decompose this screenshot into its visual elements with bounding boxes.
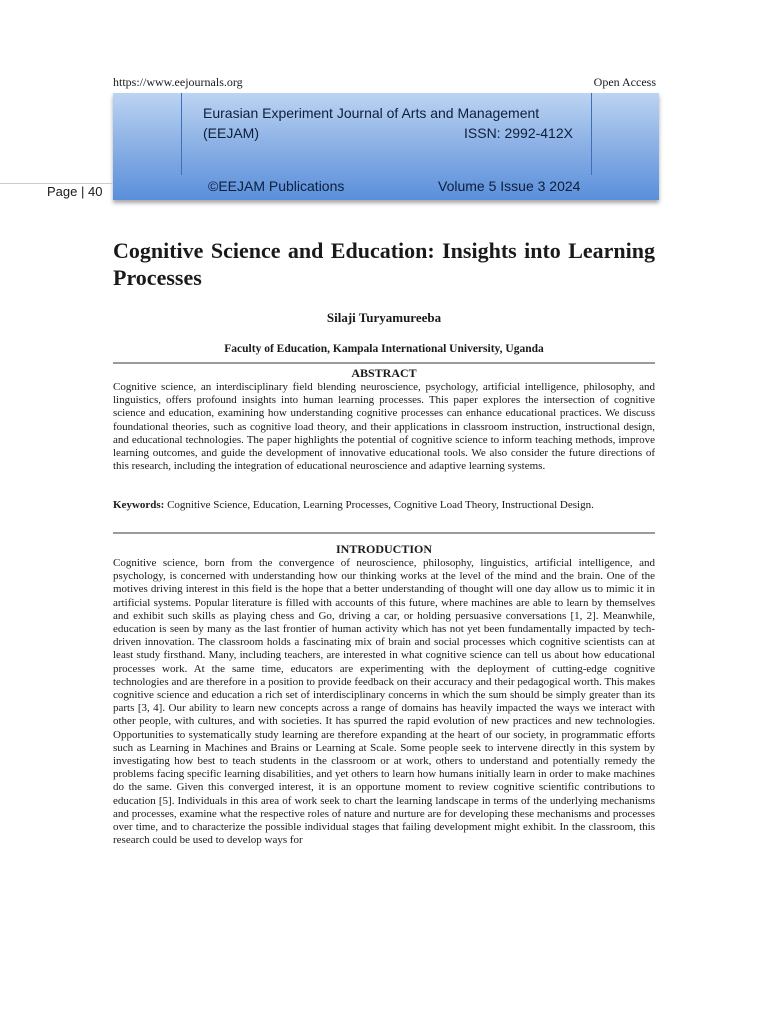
page-number: Page | 40 xyxy=(47,184,103,199)
publisher-label: ©EEJAM Publications xyxy=(208,178,345,194)
abstract-text: Cognitive science, an interdisciplinary field blending neuroscience, psychology, artificial intelligence, philosophy, and linguistics, offers profound insights into human learning processes. This paper explores the intersection of cognitive science and education, examining how understanding cognitive processes can enhance educational practices. We discuss foundational theories, such as cognitive load theory, and their applications in classroom instruction, instructional design, and educational technologies. The paper highlights the potential of cognitive science to inform teaching methods, improve learning outcomes, and guide the development of innovative educational tools. We also consider the future directions of this research, including the integration of educational neuroscience and adaptive learning systems. xyxy=(113,381,655,473)
author-name: Silaji Turyamureeba xyxy=(326,310,442,325)
introduction-text: Cognitive science, born from the convergence of neuroscience, philosophy, linguistics, artificial intelligence, and psychology, is concerned with understanding how our thinking works at the level of the mind and the brain. One of the motives driving interest in this field is the hope that a better understanding of thought will one day allow us to mimic it in artificial systems. Popular literature is filled with accounts of this future, where machines are able to learn by themselves and exhibit such skills as playing chess and Go, driving a car, or holding persuasive conversations [1, 2]. Meanwhile, education is seen by many as the last frontier of human activity which has not yet been fundamentally impacted by tech-driven innovation. The classroom holds a fascinating mix of brain and social processes which cognitive scientists can at least study firsthand. Many, including teachers, are interested in what cognitive science can tell us about how educational processes work. At the same time, educators are experimenting with the deployment of cutting-edge cognitive technologies and are therefore in a position to provide feedback on their accuracy and their pedagogical worth. This makes cognitive science and education a rich set of interdisciplinary concerns in which the sum should be simply greater than its parts [3, 4]. Our ability to learn new concepts across a range of domains has heavily impacted the ways we interact with other people, with cultures, and with societies. It has spurred the rapid evolution of new practices and new technologies. Opportunities to systematically study learning are therefore expanding at the heart of our society, in programmatic efforts such as Learning in Machines and Brains or Learning at Scale. Some people seek to intervene directly in this system by investigating how best to teach students in the classroom or at work, others to understand and potentially remedy the problems facing specific learning disabilities, and yet others to learn how humans initially learn in order to make machines do the same. Given this converged interest, it is an opportune moment to review cognitive scientific contributions to education [5]. Individuals in this area of work seek to chart the learning landscape in terms of the underlying mechanisms and processes, examine what the respective roles of nature and nurture are for developing these mechanisms and processes over time, and to characterize the possible individual stages that failing development might exhibit. In the classroom, this research could be used to develop ways for xyxy=(113,557,655,847)
paper-title: Cognitive Science and Education: Insights into Learning Processes xyxy=(113,238,655,290)
journal-issn: ISSN: 2992-412X xyxy=(464,125,573,141)
journal-url: https://www.eejournals.org xyxy=(113,75,243,89)
abstract-heading: ABSTRACT xyxy=(351,366,417,380)
journal-banner xyxy=(113,93,659,200)
journal-name: Eurasian Experiment Journal of Arts and Management xyxy=(203,105,540,121)
keywords-label: Keywords: xyxy=(113,499,165,511)
keywords-line xyxy=(113,499,655,512)
banner-divider-right xyxy=(591,93,592,175)
volume-issue-label: Volume 5 Issue 3 2024 xyxy=(438,178,581,194)
keywords-list: Cognitive Science, Education, Learning Processes, Cognitive Load Theory, Instructional Design. xyxy=(164,499,594,511)
journal-abbreviation: (EEJAM) xyxy=(203,125,259,141)
abstract-top-rule xyxy=(113,362,655,364)
open-access-label: Open Access xyxy=(593,75,656,89)
introduction-top-rule xyxy=(113,532,655,534)
author-affiliation: Faculty of Education, Kampala International University, Uganda xyxy=(224,343,544,355)
banner-divider-left xyxy=(181,93,182,175)
introduction-heading: INTRODUCTION xyxy=(335,542,432,556)
